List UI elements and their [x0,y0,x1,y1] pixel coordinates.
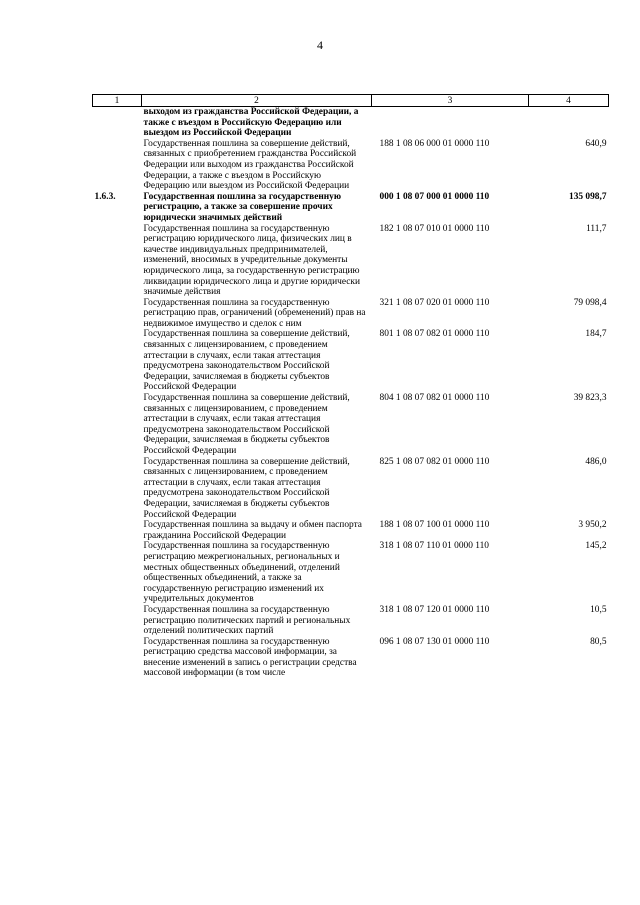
row-name: Государственная пошлина за выдачу и обмен паспорта гражданина Российской Федерации [143,520,362,541]
row-amount: 184,7 [585,329,607,340]
row-number: 1.6.3. [94,191,116,202]
column-header-name: 2 [142,95,372,107]
row-name: Государственная пошлина за совершение действий, связанных с лицензированием, с проведением аттестации в случаях, если такая аттестация предусмотрена законодательством Российской Федерации, зачисляемая в бюджеты субъектов Российской Федерации [143,329,350,393]
column-header-amount: 4 [529,95,609,107]
row-amount: 39 823,3 [573,393,607,404]
row-amount: 640,9 [585,138,607,149]
table-header-row [93,95,609,107]
row-amount: 10,5 [590,604,607,615]
row-code [372,107,529,139]
row-code: 318 1 08 07 110 01 0000 110 [379,541,489,552]
row-code: 804 1 08 07 082 01 0000 110 [379,393,490,404]
row-name: Государственная пошлина за государственную регистрацию прав, ограничений (обременений) прав на недвижимое имущество и сделок с ним [143,297,366,329]
budget-revenue-table [92,94,609,679]
row-code: 188 1 08 07 100 01 0000 110 [379,520,490,531]
row-amount: 111,7 [586,223,607,234]
row-code: 825 1 08 07 082 01 0000 110 [379,456,490,467]
table-row [93,224,609,298]
row-code: 096 1 08 07 130 01 0000 110 [379,636,490,647]
row-amount: 145,2 [585,541,607,552]
table-row [93,139,609,192]
row-number [93,139,142,192]
row-amount: 3 950,2 [578,520,607,531]
row-amount: 135 098,7 [569,191,607,202]
row-name: Государственная пошлина за государственную регистрацию политических партий и региональных отделений политических партий [143,604,351,637]
row-code: 188 1 08 06 000 01 0000 110 [379,138,490,149]
table-row [93,107,609,139]
table-row [93,605,609,637]
column-header-code: 3 [372,95,529,107]
row-number [93,393,142,457]
table-row [93,457,609,521]
row-code: 182 1 08 07 010 01 0000 110 [379,223,490,234]
table-row [93,298,609,330]
row-name: Государственная пошлина за государственную регистрацию межрегиональных, региональных и местных общественных объединений, отделений общественных объединений, а также за государственную регистрацию изменений их учредительных документов [143,541,340,605]
table-row [93,520,609,541]
row-amount: 80,5 [590,636,607,647]
row-name: выходом из гражданства Российской Федерации, а также с въездом в Российскую Федерацию или выездом из Российской Федерации [143,107,359,139]
row-code: 318 1 08 07 120 01 0000 110 [379,604,490,615]
row-name: Государственная пошлина за совершение действий, связанных с приобретением гражданства Российской Федерации или выходом из гражданства Российской Федерации, а также с въездом в Российскую Федерацию или выездом из Российской Федерации [143,138,357,192]
row-number [93,520,142,541]
row-number [93,541,142,605]
row-amount [529,107,609,139]
row-name: Государственная пошлина за совершение действий, связанных с лицензированием, с проведением аттестации в случаях, если такая аттестация предусмотрена законодательством Российской Федерации, зачисляемая в бюджеты субъектов Российской Федерации [143,456,350,520]
row-code: 321 1 08 07 020 01 0000 110 [379,297,490,308]
column-header-number: 1 [93,95,142,107]
table-row [93,637,609,679]
row-number [93,457,142,521]
table-row [93,393,609,457]
row-code: 801 1 08 07 082 01 0000 110 [379,329,490,340]
row-number [93,637,142,679]
row-code: 000 1 08 07 000 01 0000 110 [379,191,490,202]
row-name: Государственная пошлина за государственную регистрацию средства массовой информации, за внесение изменений в запись о регистрации средства массовой информации (в том числе [143,636,357,679]
row-amount: 79 098,4 [573,297,607,308]
row-number [93,224,142,298]
row-amount: 486,0 [585,456,607,467]
table-row [93,192,609,224]
page-number: 4 [317,38,323,52]
row-number [93,329,142,393]
row-name: Государственная пошлина за государственную регистрацию, а также за совершение прочих юридически значимых действий [143,191,342,223]
table-row [93,329,609,393]
row-number [93,605,142,637]
row-number [93,298,142,330]
row-name: Государственная пошлина за совершение действий, связанных с лицензированием, с проведением аттестации в случаях, если такая аттестация предусмотрена законодательством Российской Федерации, зачисляемая в бюджеты субъектов Российской Федерации [143,393,350,456]
table-row [93,541,609,605]
row-name: Государственная пошлина за государственную регистрацию юридического лица, физических лиц в качестве индивидуальных предпринимателей, изменений, вносимых в учредительные документы юридического лица, за государственную регистрацию ликвидации юридического лица и другие юридически значимые действия [143,223,360,298]
row-number [93,107,142,139]
